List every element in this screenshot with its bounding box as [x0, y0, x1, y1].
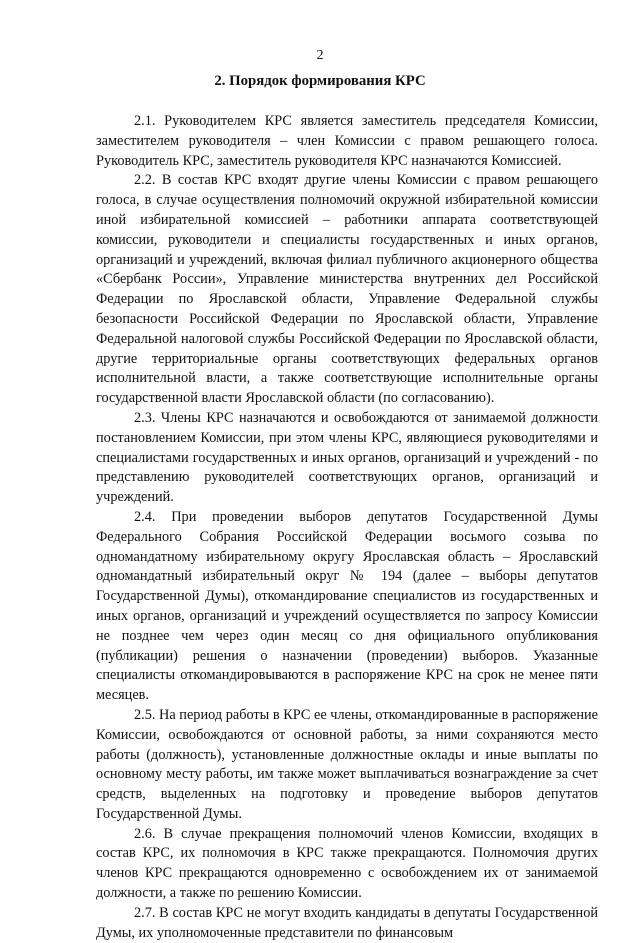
paragraph-2-7: 2.7. В состав КРС не могут входить кандидаты в депутаты Государственной Думы, их уполномоченные представители по финансовым: [96, 904, 598, 941]
paragraph-2-3: 2.3. Члены КРС назначаются и освобождаются от занимаемой должности постановлением Комиссии, при этом члены КРС, являющиеся руководителями и специалистами государственных и иных органов, организаций и учреждений - по представлению руководителей соответствующих органов, организаций и учреждений.: [96, 409, 598, 506]
paragraph-2-5: 2.5. На период работы в КРС ее члены, откомандированные в распоряжение Комиссии, освобождаются от основной работы, за ними сохраняются место работы (должность), установленные должностные оклады и иные выплаты по основному месту работы, им также может выплачиваться вознаграждение за счет средств, выделенных на подготовку и проведение выборов депутатов Государственной Думы.: [96, 706, 598, 822]
paragraph-2-6: 2.6. В случае прекращения полномочий членов Комиссии, входящих в состав КРС, их полномочия в КРС также прекращаются. Полномочия других членов КРС прекращаются одновременно с освобождением их от занимаемой должности, а также по решению Комиссии.: [96, 825, 598, 902]
section-title: 2. Порядок формирования КРС: [214, 73, 426, 89]
section-body: [96, 112, 598, 943]
paragraph-2-4: 2.4. При проведении выборов депутатов Государственной Думы Федерального Собрания Российской Федерации восьмого созыва по одномандатному избирательному округу Ярославская область – Ярославский одномандатный избирательный округ № 194 (далее – выборы депутатов Государственной Думы), откомандирование специалистов из государственных и иных органов, организаций и учреждений осуществляется по запросу Комиссии не позднее чем через один месяц со дня официального опубликования (публикации) решения о назначении (проведении) выборов. Указанные специалисты откомандировываются в распоряжение КРС на срок не менее пяти месяцев.: [96, 508, 598, 704]
paragraph-2-1: 2.1. Руководителем КРС является заместитель председателя Комиссии, заместителем руководителя – член Комиссии с правом решающего голоса. Руководитель КРС, заместитель руководителя КРС назначаются Комиссией.: [96, 113, 598, 169]
page-number: 2: [316, 48, 324, 63]
paragraph-2-2: 2.2. В состав КРС входят другие члены Комиссии с правом решающего голоса, в случае осуществления полномочий окружной избирательной комиссии иной избирательной комиссией – работники аппарата соответствующей комиссии, руководители и специалисты государственных и иных органов, организаций и учреждений, включая филиал публичного акционерного общества «Сбербанк России», Управление министерства внутренних дел Российской Федерации по Ярославской области, Управление Федеральной службы безопасности Российской Федерации по Ярославской области, Управление Федеральной налоговой службы Российской Федерации по Ярославской области, другие территориальные органы соответствующих федеральных органов исполнительной власти, а также соответствующие исполнительные органы государственной власти Ярославской области (по согласованию).: [96, 172, 598, 407]
